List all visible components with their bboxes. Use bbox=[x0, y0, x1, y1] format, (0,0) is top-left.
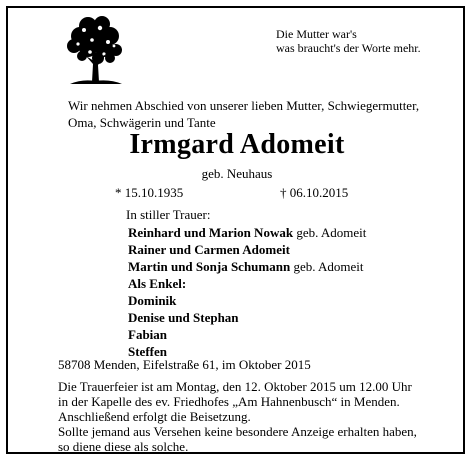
notice-line: Sollte jemand aus Versehen keine besondere Anzeige erhalten haben, bbox=[58, 424, 417, 439]
tree-icon bbox=[62, 12, 128, 86]
mourners-list bbox=[128, 224, 366, 360]
mourner-maiden-name: geb. Adomeit bbox=[293, 225, 367, 240]
mourner-name: Fabian bbox=[128, 327, 168, 342]
mourner-name: Dominik bbox=[128, 293, 177, 308]
notice-line: so diene diese als solche. bbox=[58, 439, 189, 454]
birth-date: * 15.10.1935 bbox=[115, 185, 184, 200]
mourner-name: Rainer und Carmen Adomeit bbox=[128, 242, 290, 257]
death-date: † 06.10.2015 bbox=[280, 185, 349, 200]
mourner-name: Reinhard und Marion Nowak bbox=[128, 225, 294, 240]
grandchildren-heading: Als Enkel: bbox=[128, 276, 187, 291]
mourner-row bbox=[128, 292, 366, 309]
mourner-row bbox=[128, 224, 366, 241]
deceased-name: Irmgard Adomeit bbox=[129, 129, 345, 160]
intro-text bbox=[68, 97, 419, 131]
motto-line: was braucht's der Worte mehr. bbox=[276, 41, 421, 55]
address-line: 58708 Menden, Eifelstraße 61, im Oktober 2015 bbox=[58, 357, 311, 372]
motto-quote bbox=[276, 27, 421, 55]
intro-line: Wir nehmen Abschied von unserer lieben Mutter, Schwiegermutter, bbox=[68, 98, 420, 113]
intro-line: Oma, Schwägerin und Tante bbox=[68, 115, 216, 130]
mourner-maiden-name: geb. Adomeit bbox=[290, 259, 364, 274]
mourner-name: Denise und Stephan bbox=[128, 310, 239, 325]
notice-line: Die Trauerfeier ist am Montag, den 12. Oktober 2015 um 12.00 Uhr bbox=[58, 379, 412, 394]
mourner-row bbox=[128, 241, 366, 258]
funeral-notice bbox=[58, 379, 417, 454]
mourner-row bbox=[128, 326, 366, 343]
maiden-name: geb. Neuhaus bbox=[201, 166, 273, 181]
motto-line: Die Mutter war's bbox=[276, 27, 357, 41]
mourner-row bbox=[128, 309, 366, 326]
mourner-row bbox=[128, 275, 366, 292]
mourning-label: In stiller Trauer: bbox=[126, 207, 211, 222]
mourner-row bbox=[128, 258, 366, 275]
mourner-name: Steffen bbox=[128, 344, 167, 359]
mourner-name: Martin und Sonja Schumann bbox=[128, 259, 291, 274]
notice-line: Anschließend erfolgt die Beisetzung. bbox=[58, 409, 251, 424]
notice-line: in der Kapelle des ev. Friedhofes „Am Hahnenbusch“ in Menden. bbox=[58, 394, 400, 409]
